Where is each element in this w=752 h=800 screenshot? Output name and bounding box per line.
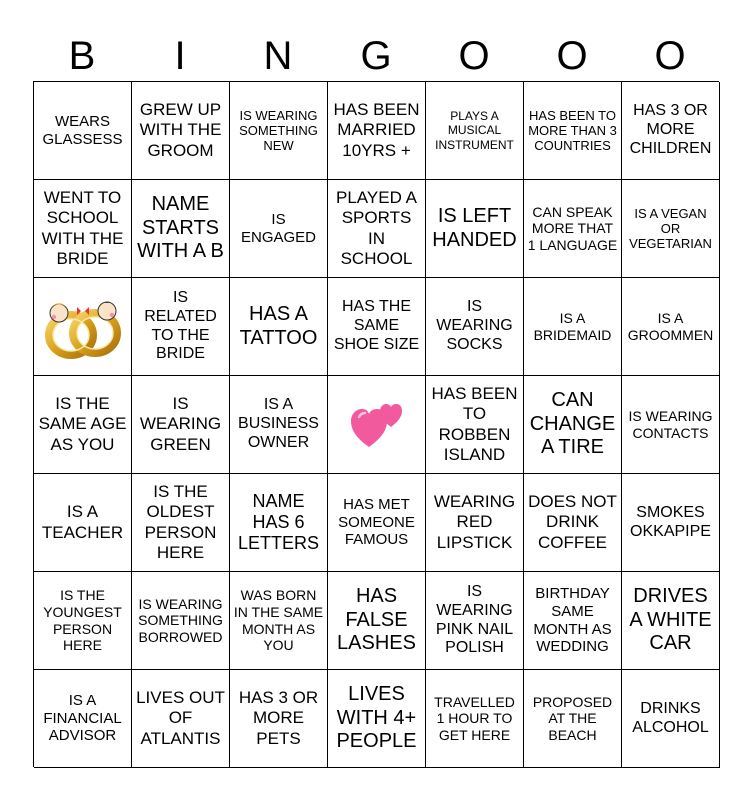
cell-text: LIVES WITH 4+ PEOPLE xyxy=(336,683,417,753)
bingo-cell-r0c2[interactable] xyxy=(230,82,328,180)
header-letter-n: N xyxy=(263,34,293,78)
cell-text: CAN SPEAK MORE THAT 1 LANGUAGE xyxy=(527,203,618,253)
bingo-cell-r2c1[interactable] xyxy=(132,278,230,376)
bingo-cell-r1c5[interactable] xyxy=(524,180,622,278)
bingo-cell-r6c6[interactable] xyxy=(622,670,720,768)
cell-text: IS WEARING PINK NAIL POLISH xyxy=(435,582,514,657)
cell-text: IS A BUSINESS OWNER xyxy=(238,396,319,451)
bingo-cell-r4c4[interactable] xyxy=(426,474,524,572)
bingo-cell-r2c4[interactable] xyxy=(426,278,524,376)
cell-text: IS WEARING SOCKS xyxy=(436,298,513,353)
bingo-cell-r4c2[interactable] xyxy=(230,474,328,572)
bingo-cell-r4c3[interactable] xyxy=(328,474,426,572)
cell-text: PLAYED A SPORTS IN SCHOOL xyxy=(336,188,417,268)
bingo-cell-r0c4[interactable] xyxy=(426,82,524,180)
bingo-cell-r6c0[interactable] xyxy=(34,670,132,768)
cell-text: IS RELATED TO THE BRIDE xyxy=(144,288,217,363)
cell-text: WAS BORN IN THE SAME MONTH AS YOU xyxy=(233,587,324,654)
two-hearts-icon xyxy=(349,399,405,451)
cell-text: BIRTHDAY SAME MONTH AS WEDDING xyxy=(533,585,612,656)
bingo-cell-r3c4[interactable] xyxy=(426,376,524,474)
bingo-cell-r0c3[interactable] xyxy=(328,82,426,180)
bingo-cell-r1c4[interactable] xyxy=(426,180,524,278)
bingo-cell-r6c1[interactable] xyxy=(132,670,230,768)
bingo-cell-r3c5[interactable] xyxy=(524,376,622,474)
cell-text: IS LEFT HANDED xyxy=(432,204,517,251)
bingo-cell-r6c5[interactable] xyxy=(524,670,622,768)
bingo-cell-r4c1[interactable] xyxy=(132,474,230,572)
cell-text: IS WEARING SOMETHING NEW xyxy=(239,107,318,154)
cell-text: HAS FALSE LASHES xyxy=(337,585,416,655)
bingo-cell-r5c6[interactable] xyxy=(622,572,720,670)
cell-text: IS WEARING GREEN xyxy=(139,394,222,454)
cell-text: TRAVELLED 1 HOUR TO GET HERE xyxy=(434,693,515,743)
cell-text: LIVES OUT OF ATLANTIS xyxy=(136,688,225,748)
cell-text: HAS THE SAME SHOE SIZE xyxy=(333,298,420,353)
bingo-cell-r5c0[interactable] xyxy=(34,572,132,670)
cell-text: DRINKS ALCOHOL xyxy=(632,699,709,736)
cell-text: IS ENGAGED xyxy=(240,210,316,246)
cell-text: HAS BEEN TO MORE THAN 3 COUNTRIES xyxy=(528,107,617,154)
bingo-cell-r3c1[interactable] xyxy=(132,376,230,474)
header-letter-o1: O xyxy=(458,34,490,78)
header-letter-o3: O xyxy=(654,34,686,78)
bingo-cell-r1c6[interactable] xyxy=(622,180,720,278)
cell-text: HAS 3 OR MORE PETS xyxy=(238,688,319,748)
bingo-cell-r5c5[interactable] xyxy=(524,572,622,670)
bingo-cell-r1c3[interactable] xyxy=(328,180,426,278)
cell-text: IS A TEACHER xyxy=(41,502,124,542)
cell-text: IS A FINANCIAL ADVISOR xyxy=(43,691,122,745)
cell-text: IS THE OLDEST PERSON HERE xyxy=(144,482,217,562)
header-letter-b: B xyxy=(68,34,96,78)
bingo-cell-r0c6[interactable] xyxy=(622,82,720,180)
bingo-cell-r2c6[interactable] xyxy=(622,278,720,376)
bingo-cell-r0c1[interactable] xyxy=(132,82,230,180)
bingo-cell-r4c5[interactable] xyxy=(524,474,622,572)
cell-text: HAS MET SOMEONE FAMOUS xyxy=(338,495,415,549)
cell-text: CAN CHANGE A TIRE xyxy=(529,389,616,459)
header-letter-o2: O xyxy=(556,34,588,78)
cell-text: NAME HAS 6 LETTERS xyxy=(237,490,320,554)
bingo-grid xyxy=(33,81,719,767)
bingo-cell-r5c2[interactable] xyxy=(230,572,328,670)
bingo-cell-r4c6[interactable] xyxy=(622,474,720,572)
cell-text: PROPOSED AT THE BEACH xyxy=(532,693,613,743)
cell-text: WENT TO SCHOOL WITH THE BRIDE xyxy=(41,188,124,268)
bingo-cell-r5c4[interactable] xyxy=(426,572,524,670)
bingo-cell-r3c2[interactable] xyxy=(230,376,328,474)
bingo-cell-r1c2[interactable] xyxy=(230,180,328,278)
bingo-cell-r2c2[interactable] xyxy=(230,278,328,376)
wedding-rings-icon xyxy=(39,291,127,363)
cell-text: NAME STARTS WITH A B xyxy=(137,193,224,263)
bingo-cell-r3c6[interactable] xyxy=(622,376,720,474)
bingo-cell-r2c0[interactable] xyxy=(34,278,132,376)
bingo-cell-r4c0[interactable] xyxy=(34,474,132,572)
bingo-cell-r0c0[interactable] xyxy=(34,82,132,180)
cell-text: HAS BEEN TO ROBBEN ISLAND xyxy=(431,384,518,464)
cell-text: DOES NOT DRINK COFFEE xyxy=(528,492,617,552)
cell-text: IS A BRIDEMAID xyxy=(533,309,612,343)
bingo-cell-r2c3[interactable] xyxy=(328,278,426,376)
bingo-cell-r0c5[interactable] xyxy=(524,82,622,180)
header-letter-g: G xyxy=(360,34,392,78)
bingo-cell-r5c3[interactable] xyxy=(328,572,426,670)
bingo-header xyxy=(33,30,719,82)
cell-text: HAS A TATTOO xyxy=(239,302,318,349)
bingo-cell-r2c5[interactable] xyxy=(524,278,622,376)
cell-text: HAS BEEN MARRIED 10YRS + xyxy=(333,100,420,160)
bingo-cell-r6c4[interactable] xyxy=(426,670,524,768)
bingo-cell-r5c1[interactable] xyxy=(132,572,230,670)
cell-text: PLAYS A MUSICAL INSTRUMENT xyxy=(435,109,514,152)
cell-text: IS A GROOMMEN xyxy=(627,309,714,343)
bingo-cell-r6c3[interactable] xyxy=(328,670,426,768)
cell-text: IS THE YOUNGEST PERSON HERE xyxy=(43,587,122,654)
cell-text: IS WEARING CONTACTS xyxy=(628,407,713,441)
cell-text: WEARING RED LIPSTICK xyxy=(433,492,516,552)
cell-text: IS THE SAME AGE AS YOU xyxy=(38,394,127,454)
cell-text: HAS 3 OR MORE CHILDREN xyxy=(629,102,712,157)
bingo-cell-r6c2[interactable] xyxy=(230,670,328,768)
header-letter-i: I xyxy=(174,34,186,78)
cell-text: IS A VEGAN OR VEGETARIAN xyxy=(629,205,712,252)
cell-text: IS WEARING SOMETHING BORROWED xyxy=(138,595,223,645)
bingo-cell-r3c3[interactable] xyxy=(328,376,426,474)
cell-text: GREW UP WITH THE GROOM xyxy=(139,100,222,160)
bingo-cell-r1c1[interactable] xyxy=(132,180,230,278)
bingo-cell-r3c0[interactable] xyxy=(34,376,132,474)
cell-text: DRIVES A WHITE CAR xyxy=(629,585,712,655)
cell-text: WEARS GLASSESS xyxy=(42,112,123,148)
bingo-cell-r1c0[interactable] xyxy=(34,180,132,278)
cell-text: SMOKES OKKAPIPE xyxy=(630,503,711,540)
